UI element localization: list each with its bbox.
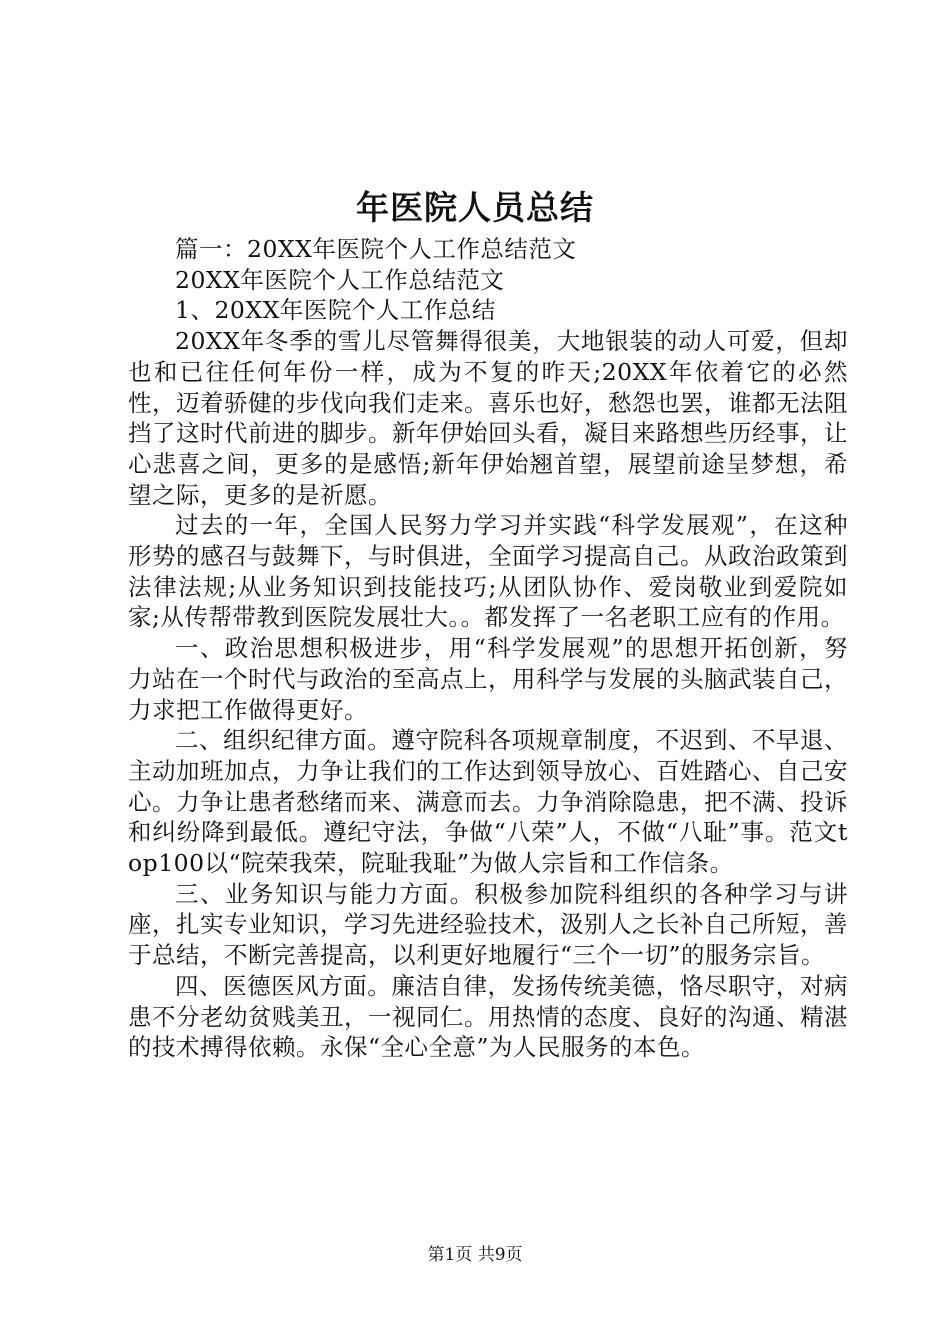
section-heading: 篇一：20XX年医院个人工作总结范文: [175, 235, 577, 263]
body-paragraph: 过去的一年，全国人民努力学习并实践“科学发展观”，在这种形势的感召与鼓舞下，与时俱进，全面学习提高自己。从政治政策到法律法规;从业务知识到技能技巧;从团队协作、爱岗敬业到爱院如家;从传帮带教到医院发展壮大。。都发挥了一名老职工应有的作用。: [128, 511, 848, 632]
document-body: [128, 234, 848, 1063]
body-paragraph: 二、组织纪律方面。遵守院科各项规章制度，不迟到、不早退、主动加班加点，力争让我们的工作达到领导放心、百姓踏心、自己安心。力争让患者愁绪而来、满意而去。力争消除隐患，把不满、投诉和纠纷降到最低。遵纪守法，争做“八荣”人，不做“八耻”事。范文top100以“院荣我荣，院耻我耻”为做人宗旨和工作信条。: [128, 726, 848, 878]
body-paragraph: 三、业务知识与能力方面。积极参加院科组织的各种学习与讲座，扎实专业知识，学习先进经验技术，汲别人之长补自己所短，善于总结，不断完善提高，以利更好地履行“三个一切”的服务宗旨。: [128, 879, 848, 970]
page-footer: 第1页 共9页: [427, 1245, 523, 1265]
document-title: 年医院人员总结: [356, 188, 594, 227]
body-paragraph: 20XX年冬季的雪儿尽管舞得很美，大地银装的动人可爱，但却也和已往任何年份一样，成为不复的昨天;20XX年依着它的必然性，迈着骄健的步伐向我们走来。喜乐也好，愁怨也罢，谁都无法阻挡了这时代前进的脚步。新年伊始回头看，凝目来路想些历经事，让心悲喜之间，更多的是感悟;新年伊始翘首望，展望前途呈梦想，希望之际，更多的是祈愿。: [128, 327, 848, 509]
article-title: 20XX年医院个人工作总结范文: [175, 265, 505, 294]
article-subtitle: 1、20XX年医院个人工作总结: [175, 296, 496, 325]
body-paragraph: 一、政治思想积极进步，用“科学发展观”的思想开拓创新，努力站在一个时代与政治的至高点上，用科学与发展的头脑武装自己，力求把工作做得更好。: [128, 634, 848, 724]
body-paragraph: 四、医德医风方面。廉洁自律，发扬传统美德，恪尽职守，对病患不分老幼贫贱美丑，一视同仁。用热情的态度、良好的沟通、精湛的技术搏得依赖。永保“全心全意”为人民服务的本色。: [128, 971, 848, 1062]
